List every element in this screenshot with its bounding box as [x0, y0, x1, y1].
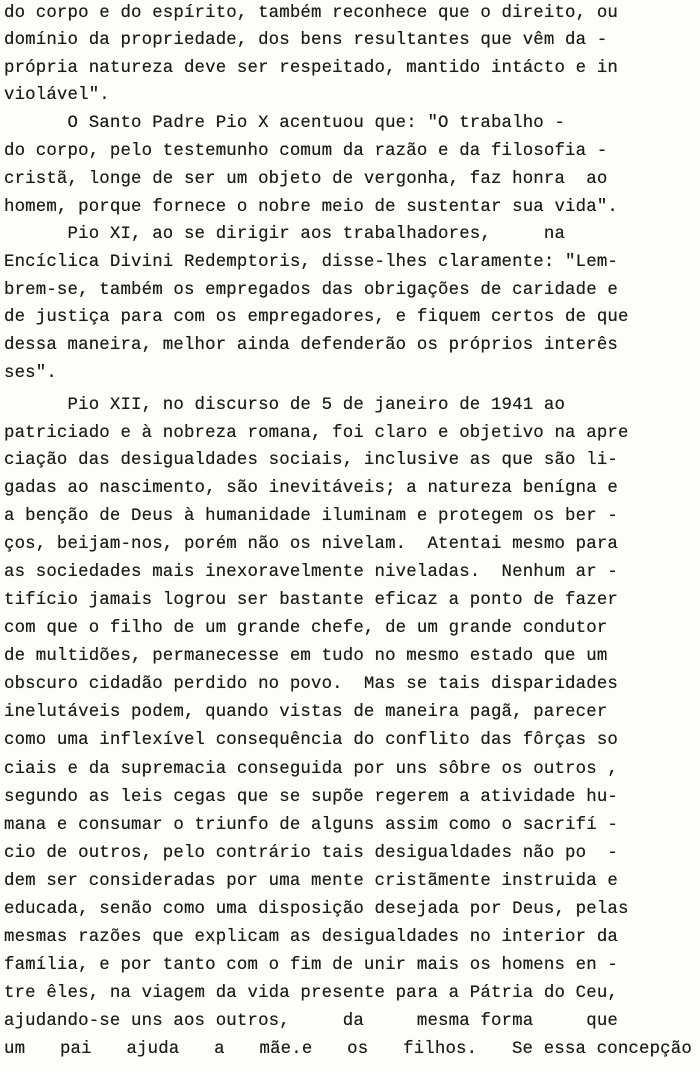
text-line: inelutáveis podem, quando vistas de maneira pagã, parecer: [4, 703, 608, 722]
word: mãe.e: [259, 1040, 313, 1059]
text-line: domínio da propriedade, dos bens resultantes que vêm da -: [4, 31, 608, 50]
word: ajuda: [126, 1040, 180, 1059]
word: filhos.: [403, 1040, 478, 1059]
text-line: família, e por tanto com o fim de unir mais os homens en -: [4, 956, 618, 975]
text-line: brem-se, também os empregados das obrigações de caridade e: [4, 281, 618, 300]
text-line: tifício jamais logrou ser bastante eficaz a ponto de fazer: [4, 591, 618, 610]
text-line: de justiça para com os empregadores, e fiquem certos de que: [4, 308, 629, 327]
text-line: Encíclica Divini Redemptoris, disse-lhes claramente: "Lem-: [4, 253, 618, 272]
text-line: mesmas razões que explicam as desigualdades no interior da: [4, 928, 618, 947]
text-line: Pio XII, no discurso de 5 de janeiro de 1941 ao: [4, 396, 566, 415]
text-line: de multidões, permanecesse em tudo no mesmo estado que um: [4, 647, 608, 666]
word: pai: [59, 1040, 92, 1059]
text-line: ços, beijam-nos, porém não os nivelam. Atentai mesmo para: [4, 535, 618, 554]
text-line: O Santo Padre Pio X acentuou que: "O trabalho -: [4, 114, 566, 133]
text-line: segundo as leis cegas que se supõe regerem a atividade hu-: [4, 788, 618, 807]
text-line: Pio XI, ao se dirigir aos trabalhadores, na: [4, 225, 566, 244]
word: Se essa concepção: [511, 1040, 692, 1059]
word: os: [347, 1040, 369, 1059]
text-line: violável".: [4, 86, 110, 105]
text-line: patriciado e à nobreza romana, foi claro e objetivo na apre: [4, 424, 629, 443]
text-line: homem, porque fornece o nobre meio de sustentar sua vida".: [4, 198, 618, 217]
text-line: do corpo e do espírito, também reconhece que o direito, ou: [4, 4, 618, 23]
text-line: dessa maneira, melhor ainda defenderão os próprios interês: [4, 336, 618, 355]
text-line: dem ser consideradas por uma mente cristãmente instruida e: [4, 872, 618, 891]
text-line: mana e consumar o triunfo de alguns assim como o sacrifí -: [4, 816, 618, 835]
word: a: [214, 1040, 225, 1059]
text-line: a benção de Deus à humanidade iluminam e protegem os ber -: [4, 507, 618, 526]
last-text-line: [4, 1038, 692, 1062]
text-line: ciação das desigualdades sociais, inclusive as que são li-: [4, 451, 618, 470]
text-line: gadas ao nascimento, são inevitáveis; a natureza benígna e: [4, 479, 618, 498]
text-line: do corpo, pelo testemunho comum da razão e da filosofia -: [4, 142, 608, 161]
text-line: ajudando-se uns aos outros, da mesma forma que: [4, 1012, 618, 1031]
text-line: ses".: [4, 364, 57, 383]
text-line: educada, senão como uma disposição desejada por Deus, pelas: [4, 900, 629, 919]
text-line: com que o filho de um grande chefe, de um grande condutor: [4, 619, 608, 638]
word: um: [4, 1040, 26, 1059]
text-line: própria natureza deve ser respeitado, mantido intácto e in: [4, 59, 618, 78]
text-line: as sociedades mais inexoravelmente niveladas. Nenhum ar -: [4, 563, 618, 582]
text-line: cristã, longe de ser um objeto de vergonha, faz honra ao: [4, 170, 608, 189]
text-line: tre êles, na viagem da vida presente para a Pátria do Ceu,: [4, 984, 618, 1003]
text-line: cio de outros, pelo contrário tais desigualdades não po -: [4, 844, 618, 863]
text-line: como uma inflexível consequência do conflito das fôrças so: [4, 731, 618, 750]
text-line: ciais e da supremacia conseguida por uns sôbre os outros ,: [4, 760, 618, 779]
text-line: obscuro cidadão perdido no povo. Mas se tais disparidades: [4, 675, 618, 694]
